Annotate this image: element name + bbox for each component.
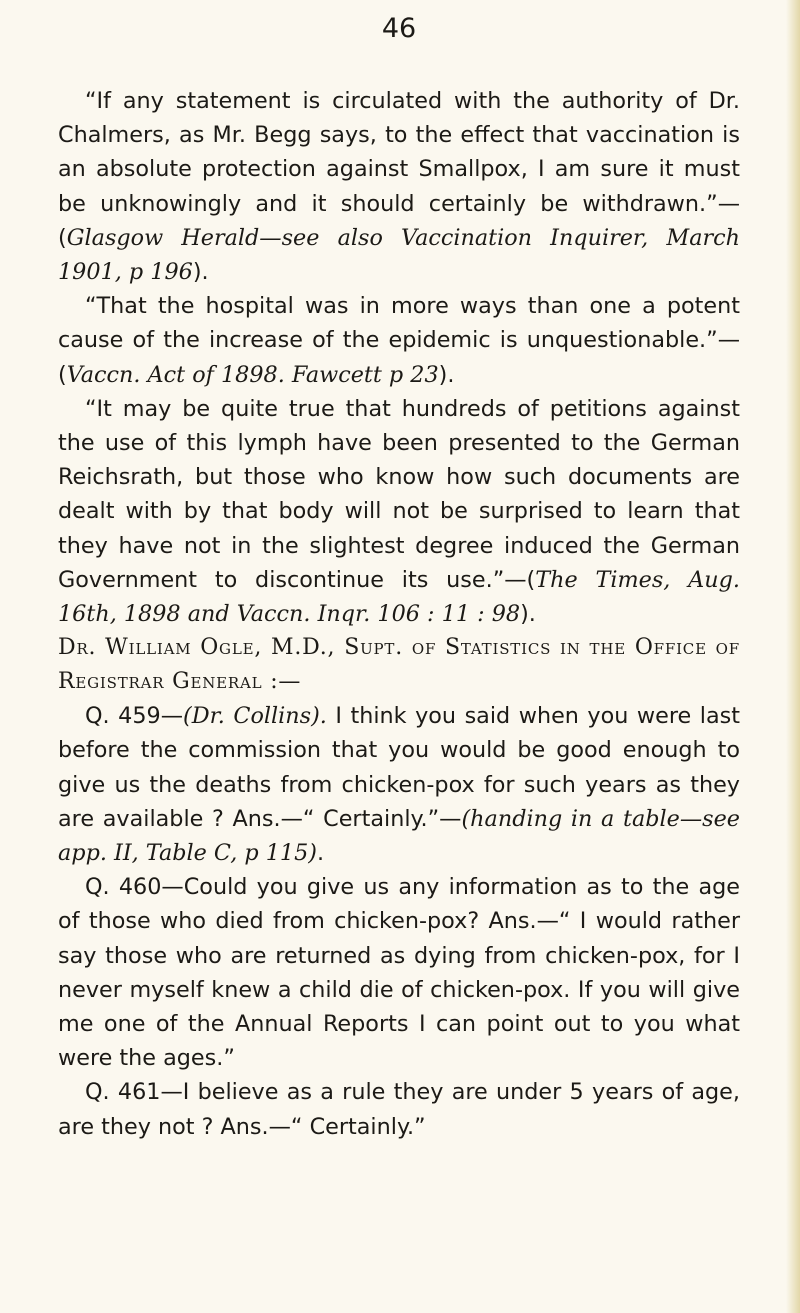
quote-close: ). <box>192 259 209 286</box>
quote-paragraph <box>58 392 740 631</box>
quote-source: Vaccn. Act of 1898. Fawcett p 23 <box>66 361 439 388</box>
question-attribution: (Dr. Collins). <box>183 703 327 730</box>
quote-paragraph <box>58 84 740 289</box>
quote-text: “That the hospital was in more ways than one a potent cause of the increase of the epidemic is unquestionable.”—( <box>58 293 740 388</box>
page-number: 46 <box>381 13 417 44</box>
quote-text: “It may be quite true that hundreds of petitions against the use of this lymph have been presented to the German Reichsrath, but those who know how such documents are dealt with by that body will not be surprised to learn that they have not in the slightest degree induced the German Government to discontinue its use.”—( <box>58 395 740 593</box>
witness-heading: Dr. William Ogle, M.D., Supt. of Statistics in the Office of Registrar General :— <box>58 635 740 695</box>
question-paragraph: Q. 461—I believe as a rule they are under 5 years of age, are they not ? Ans.—“ Certainly.” <box>58 1079 740 1140</box>
question-paragraph <box>58 699 740 870</box>
quote-text: “If any statement is circulated with the authority of Dr. Chalmers, as Mr. Begg says, to the effect that vaccination is an absolute protection against Smallpox, I am sure it must be unknowingly and it should certainly be withdrawn.”—( <box>58 88 740 251</box>
answer-reference: (handing in a table—see app. II, Table C, p 115) <box>58 805 741 867</box>
body-text <box>58 84 740 1144</box>
question-paragraph: Q. 460—Could you give us any information as to the age of those who died from chicken-pox? Ans.—“ I would rather say those who are returned as dying from chicken-pox, for I never myself knew a child die of chicken-pox. If you will give me one of the Annual Reports I can point out to you what were the ages.” <box>58 874 740 1072</box>
question-text: I think you said when you were last before the commission that you would be good enough to give us the deaths from chicken-pox for such years as they are available ? Ans.—“ Certainly.”— <box>58 703 740 832</box>
answer-close: . <box>316 840 325 867</box>
quote-close: ). <box>438 361 455 388</box>
quote-source: Glasgow Herald—see also Vaccination Inquirer, March 1901, p 196 <box>58 224 740 286</box>
book-page <box>58 12 740 1144</box>
quote-paragraph <box>58 289 740 392</box>
page-edge <box>786 0 800 1313</box>
quote-close: ). <box>520 601 536 628</box>
question-number: Q. 459— <box>85 703 184 730</box>
quote-source: The Times, Aug. 16th, 1898 and Vaccn. Inqr. 106 : 11 : 98 <box>58 566 740 628</box>
